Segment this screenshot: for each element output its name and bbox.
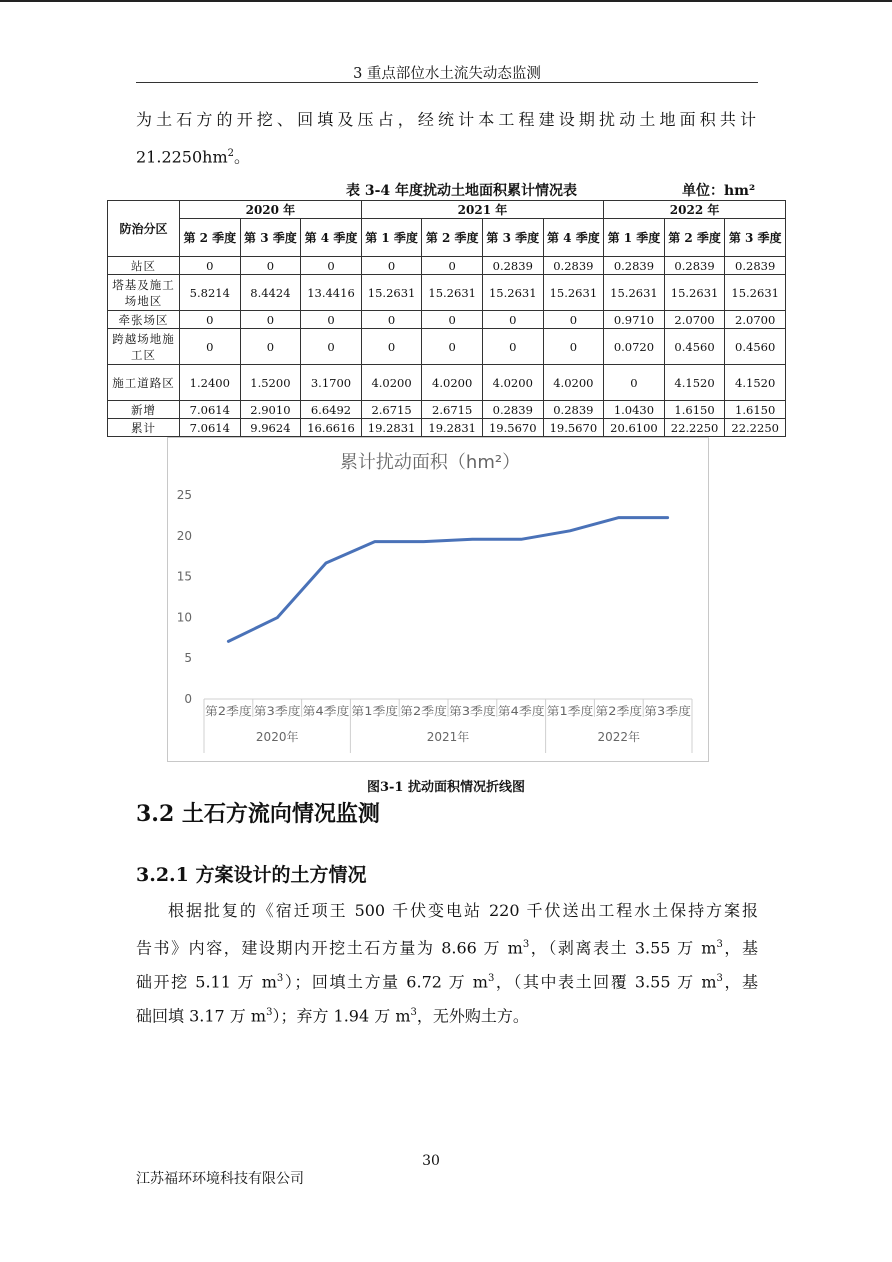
superscript: 3 xyxy=(716,973,723,984)
x-category-label: 第3季度 xyxy=(253,704,302,718)
table-row xyxy=(108,365,786,401)
quarter-header: 第 4 季度 xyxy=(543,219,604,257)
header-rule xyxy=(136,82,758,83)
value-cell: 0 xyxy=(361,311,422,329)
value-cell: 1.2400 xyxy=(180,365,241,401)
value-cell: 19.5670 xyxy=(482,419,543,437)
value-cell: 0.0720 xyxy=(604,329,665,365)
y-tick-label: 0 xyxy=(184,692,192,706)
y-tick-label: 25 xyxy=(176,488,192,502)
value-cell: 0 xyxy=(361,329,422,365)
area-end: 。 xyxy=(234,147,251,167)
line-chart xyxy=(167,437,709,762)
running-header: 3 重点部位水土流失动态监测 xyxy=(353,66,541,82)
value-cell: 4.0200 xyxy=(543,365,604,401)
value-cell: 15.2631 xyxy=(543,275,604,311)
value-cell: 0.4560 xyxy=(725,329,786,365)
superscript: 3 xyxy=(716,939,723,950)
company-name: 江苏福环环境科技有限公司 xyxy=(136,1171,304,1187)
x-category-label: 第4季度 xyxy=(497,704,546,718)
value-cell: 0.2839 xyxy=(664,257,725,275)
value-cell: 0.4560 xyxy=(664,329,725,365)
text-run: ，（其中表土回覆 3.55 万 m xyxy=(494,972,717,992)
superscript: 3 xyxy=(266,1007,273,1018)
quarter-header-row xyxy=(108,219,786,257)
y-tick-label: 10 xyxy=(176,610,192,625)
quarter-header: 第 2 季度 xyxy=(664,219,725,257)
x-category-label: 第1季度 xyxy=(546,704,594,718)
value-cell: 15.2631 xyxy=(725,275,786,311)
body-line-1: 根据批复的《宿迁项王 500 千伏变电站 220 千伏送出工程水土保持方案报 xyxy=(168,901,758,920)
table-unit: 单位：hm² xyxy=(682,183,756,199)
value-cell: 0.2839 xyxy=(725,257,786,275)
text-run: ）；弃方 1.94 万 m xyxy=(272,1006,411,1026)
value-cell: 4.0200 xyxy=(361,365,422,401)
value-cell: 20.6100 xyxy=(604,419,665,437)
text-run: 础开挖 5.11 万 m xyxy=(136,972,277,992)
body-line-3 xyxy=(136,962,758,999)
value-cell: 1.6150 xyxy=(725,401,786,419)
value-cell: 0 xyxy=(240,257,301,275)
value-cell: 2.0700 xyxy=(725,311,786,329)
value-cell: 0.2839 xyxy=(543,401,604,419)
value-cell: 2.6715 xyxy=(422,401,483,419)
table-row xyxy=(108,401,786,419)
value-cell: 0 xyxy=(422,311,483,329)
value-cell: 4.0200 xyxy=(482,365,543,401)
value-cell: 19.2831 xyxy=(422,419,483,437)
quarter-header: 第 3 季度 xyxy=(725,219,786,257)
value-cell: 1.0430 xyxy=(604,401,665,419)
table-row xyxy=(108,275,786,311)
value-cell: 13.4416 xyxy=(301,275,362,311)
value-cell: 4.1520 xyxy=(664,365,725,401)
table-caption: 表 3-4 年度扰动土地面积累计情况表 xyxy=(346,183,578,199)
value-cell: 5.8214 xyxy=(180,275,241,311)
value-cell: 0 xyxy=(482,329,543,365)
value-cell: 0 xyxy=(180,311,241,329)
x-category-label: 第2季度 xyxy=(400,704,448,718)
quarter-header: 第 3 季度 xyxy=(482,219,543,257)
zone-name-cell: 施工道路区 xyxy=(108,365,180,401)
year-header: 2022 年 xyxy=(604,201,786,219)
superscript: 3 xyxy=(276,973,284,984)
value-cell: 0 xyxy=(301,257,362,275)
superscript: 3 xyxy=(487,973,495,984)
value-cell: 2.9010 xyxy=(240,401,301,419)
table-row xyxy=(108,257,786,275)
y-tick-label: 15 xyxy=(176,569,192,584)
value-cell: 0 xyxy=(422,329,483,365)
x-category-label: 第3季度 xyxy=(449,704,497,718)
intro-line-2 xyxy=(136,137,758,174)
value-cell: 0.2839 xyxy=(604,257,665,275)
value-cell: 0 xyxy=(240,311,301,329)
value-cell: 4.1520 xyxy=(725,365,786,401)
value-cell: 0 xyxy=(543,311,604,329)
value-cell: 19.5670 xyxy=(543,419,604,437)
disturbance-area-table xyxy=(107,200,786,437)
x-group-label: 2021年 xyxy=(426,730,470,744)
zone-name-cell: 新增 xyxy=(108,401,180,419)
year-header: 2020 年 xyxy=(180,201,362,219)
value-cell: 0 xyxy=(180,329,241,365)
quarter-header: 第 1 季度 xyxy=(604,219,665,257)
x-category-label: 第4季度 xyxy=(302,704,350,718)
area-value: 21.2250hm xyxy=(136,147,228,167)
y-tick-label: 5 xyxy=(184,651,192,666)
value-cell: 4.0200 xyxy=(422,365,483,401)
text-run: 告书》内容，建设期内开挖土石方量为 8.66 万 m xyxy=(136,938,523,958)
value-cell: 22.2250 xyxy=(725,419,786,437)
value-cell: 0 xyxy=(482,311,543,329)
x-category-label: 第1季度 xyxy=(351,704,399,718)
section-heading: 3.2 土石方流向情况监测 xyxy=(136,801,380,827)
text-run: ，（剥离表土 3.55 万 m xyxy=(529,938,717,958)
series-line xyxy=(228,518,667,642)
value-cell: 0.9710 xyxy=(604,311,665,329)
quarter-header: 第 1 季度 xyxy=(361,219,422,257)
x-category-label: 第2季度 xyxy=(595,704,643,718)
value-cell: 9.9624 xyxy=(240,419,301,437)
value-cell: 6.6492 xyxy=(301,401,362,419)
value-cell: 15.2631 xyxy=(604,275,665,311)
text-run: ，无外购土方。 xyxy=(416,1006,529,1026)
value-cell: 0 xyxy=(543,329,604,365)
zone-name-cell: 牵张场区 xyxy=(108,311,180,329)
figure-caption: 图3-1 扰动面积情况折线图 xyxy=(366,780,525,795)
value-cell: 16.6616 xyxy=(301,419,362,437)
zone-name-cell: 塔基及施工场地区 xyxy=(108,275,180,311)
year-header: 2021 年 xyxy=(361,201,603,219)
value-cell: 0 xyxy=(301,329,362,365)
value-cell: 15.2631 xyxy=(482,275,543,311)
y-tick-label: 20 xyxy=(176,528,192,543)
text-run: ，基 xyxy=(722,972,758,992)
x-category-label: 第2季度 xyxy=(205,704,253,718)
table-row xyxy=(108,311,786,329)
quarter-header: 第 2 季度 xyxy=(422,219,483,257)
page-number: 30 xyxy=(422,1153,440,1169)
value-cell: 7.0614 xyxy=(180,401,241,419)
chart-title: 累计扰动面积（hm²） xyxy=(339,452,521,473)
value-cell: 7.0614 xyxy=(180,419,241,437)
table-body xyxy=(108,257,786,437)
quarter-header: 第 2 季度 xyxy=(180,219,241,257)
table-row xyxy=(108,329,786,365)
zone-header: 防治分区 xyxy=(108,201,180,257)
value-cell: 1.5200 xyxy=(240,365,301,401)
text-run: ，基 xyxy=(722,938,758,958)
table-row xyxy=(108,419,786,437)
value-cell: 0 xyxy=(604,365,665,401)
zone-name-cell: 累计 xyxy=(108,419,180,437)
text-run: 础回填 3.17 万 m xyxy=(136,1006,267,1026)
superscript: 3 xyxy=(522,939,530,950)
value-cell: 15.2631 xyxy=(422,275,483,311)
zone-name-cell: 跨越场地施工区 xyxy=(108,329,180,365)
intro-line-1: 为土石方的开挖、回填及压占，经统计本工程建设期扰动土地面积共计 xyxy=(136,110,758,129)
body-line-2 xyxy=(136,928,758,965)
value-cell: 0 xyxy=(180,257,241,275)
area-sup: 2 xyxy=(227,148,235,159)
value-cell: 8.4424 xyxy=(240,275,301,311)
value-cell: 0 xyxy=(361,257,422,275)
value-cell: 0.2839 xyxy=(482,401,543,419)
page-top-border xyxy=(0,0,892,2)
x-group-label: 2022年 xyxy=(597,730,641,744)
value-cell: 3.1700 xyxy=(301,365,362,401)
quarter-header: 第 3 季度 xyxy=(240,219,301,257)
x-group-label: 2020年 xyxy=(255,730,299,744)
value-cell: 0 xyxy=(301,311,362,329)
x-category-label: 第3季度 xyxy=(644,704,692,718)
superscript: 3 xyxy=(410,1007,417,1018)
value-cell: 0.2839 xyxy=(543,257,604,275)
value-cell: 2.0700 xyxy=(664,311,725,329)
value-cell: 0 xyxy=(240,329,301,365)
value-cell: 2.6715 xyxy=(361,401,422,419)
value-cell: 19.2831 xyxy=(361,419,422,437)
value-cell: 15.2631 xyxy=(664,275,725,311)
body-line-4 xyxy=(136,996,758,1033)
value-cell: 22.2250 xyxy=(664,419,725,437)
quarter-header: 第 4 季度 xyxy=(301,219,362,257)
subsection-heading: 3.2.1 方案设计的土方情况 xyxy=(136,864,367,886)
value-cell: 0.2839 xyxy=(482,257,543,275)
text-run: ）；回填土方量 6.72 万 m xyxy=(283,972,488,992)
value-cell: 15.2631 xyxy=(361,275,422,311)
value-cell: 0 xyxy=(422,257,483,275)
zone-name-cell: 站区 xyxy=(108,257,180,275)
line-chart-svg xyxy=(168,438,708,761)
value-cell: 1.6150 xyxy=(664,401,725,419)
